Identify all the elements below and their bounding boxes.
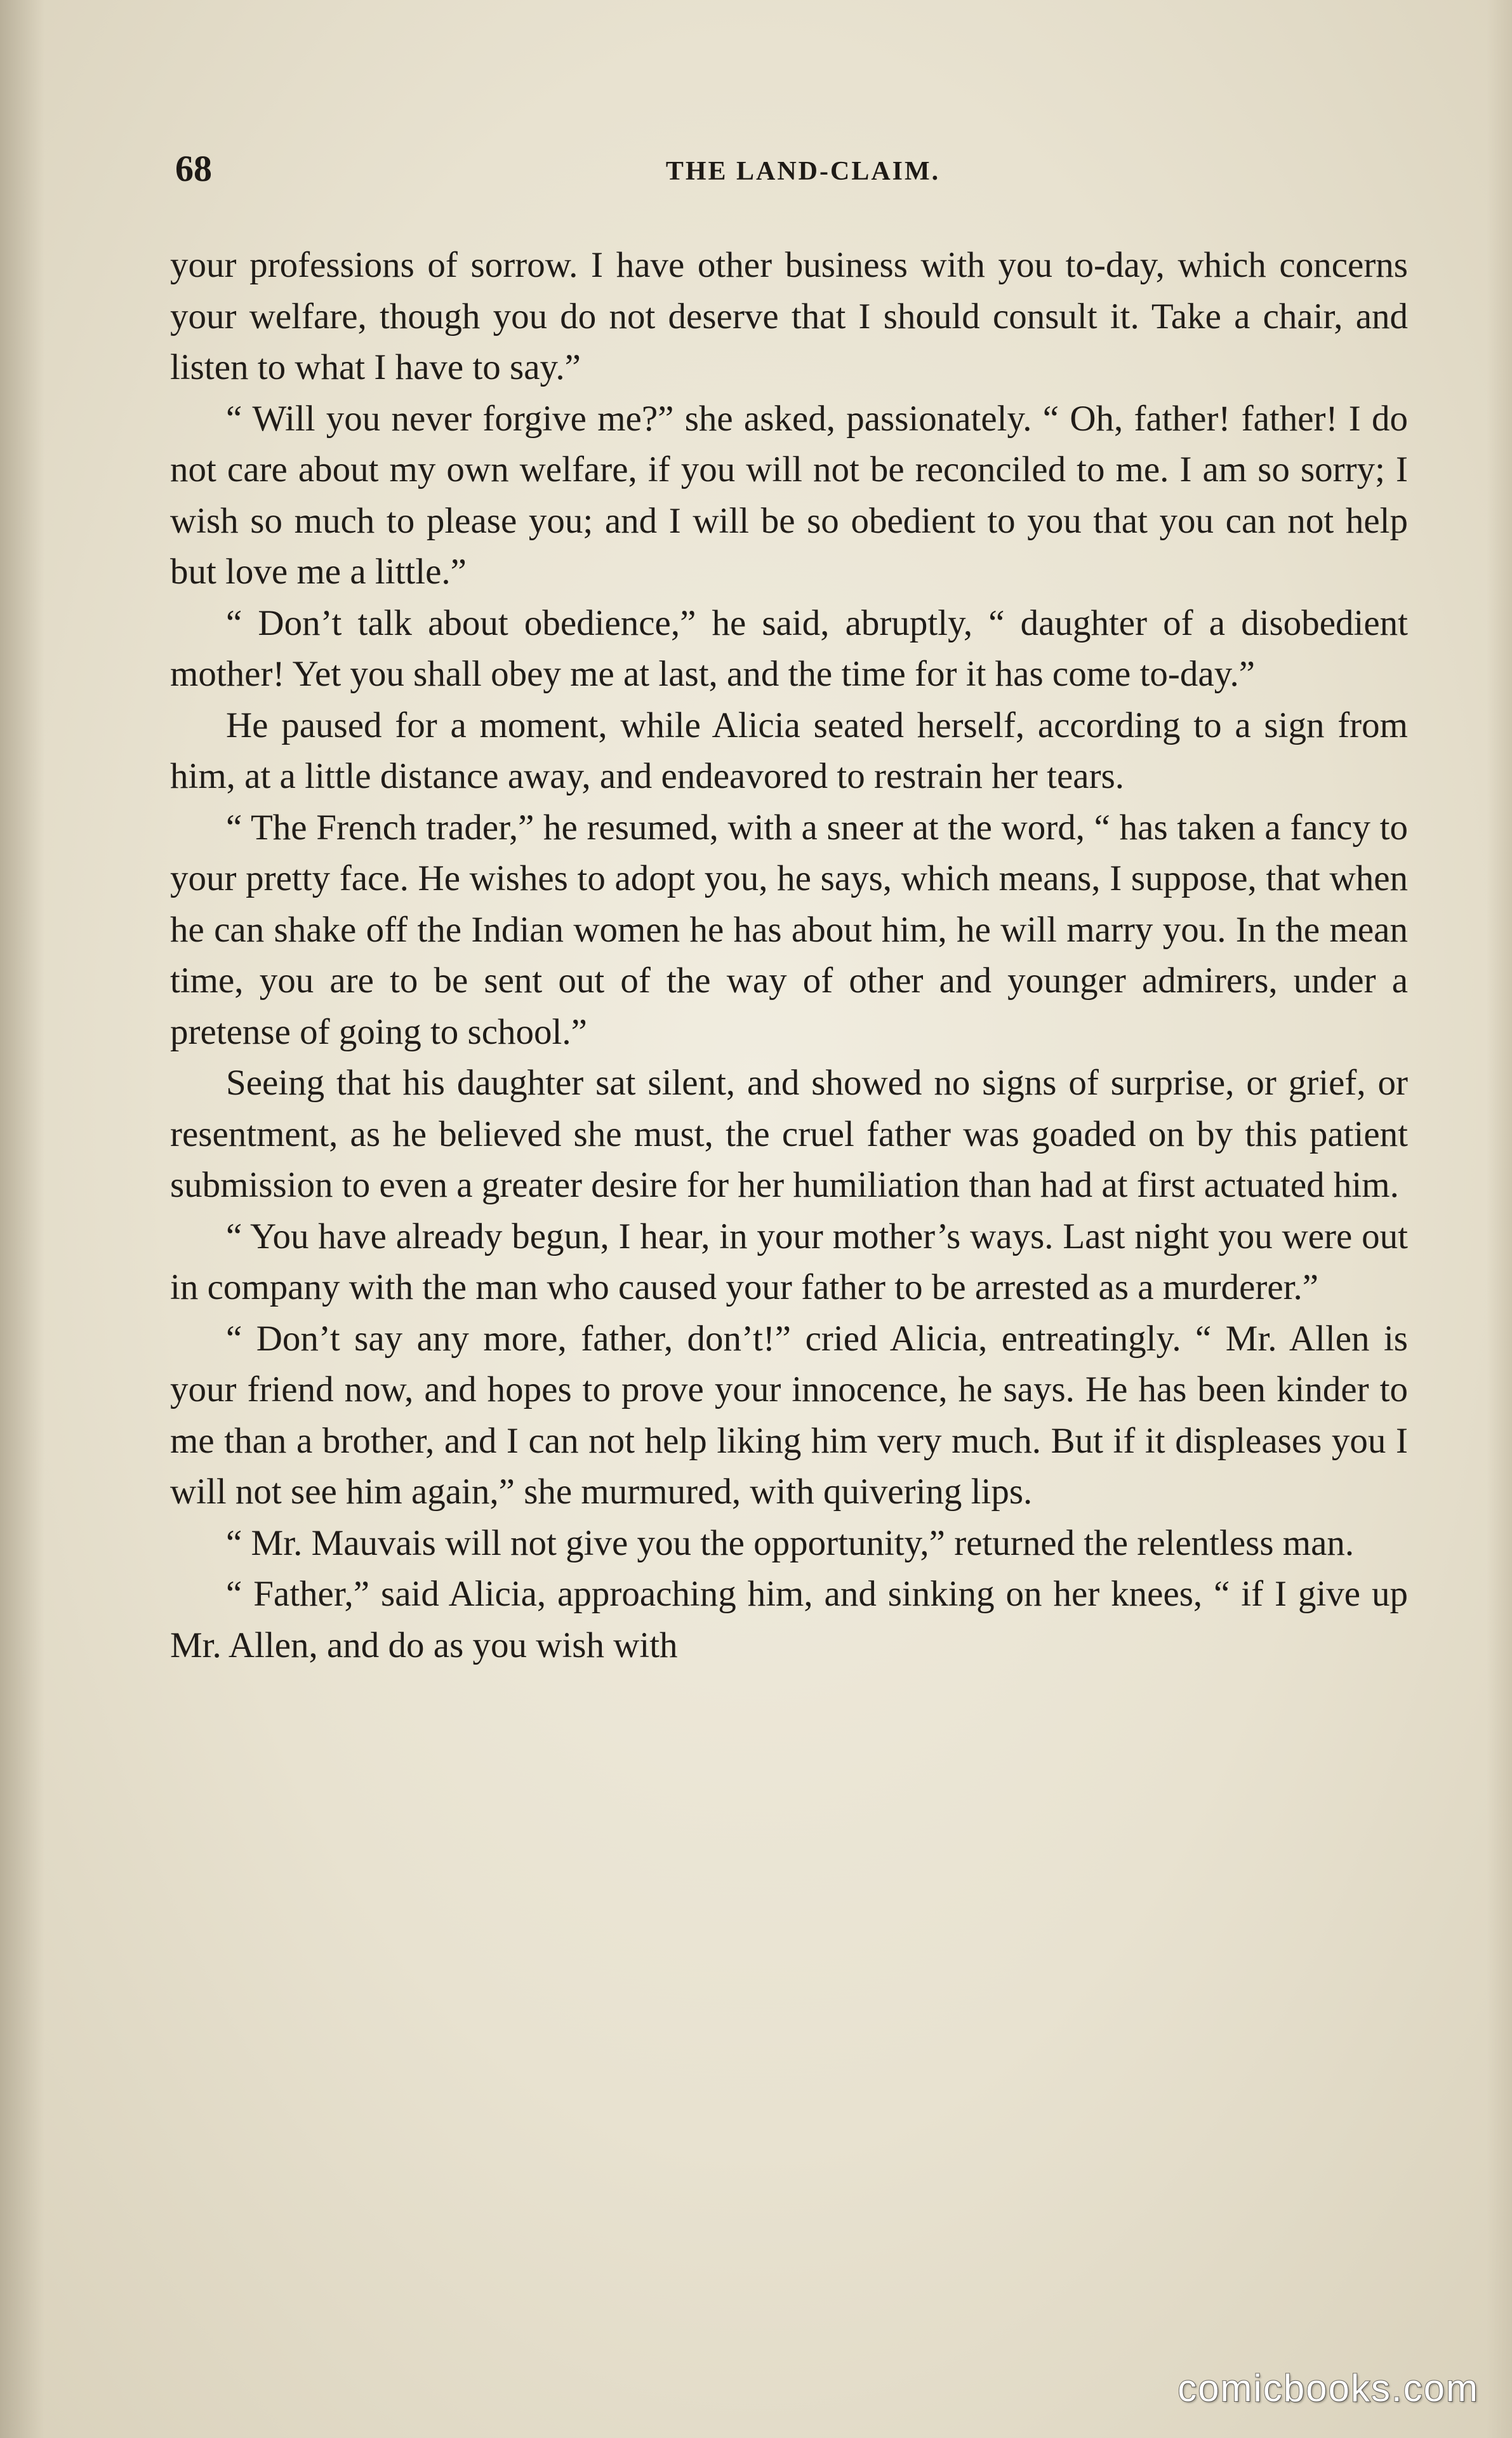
paragraph: “ The French trader,” he resumed, with a sneer at the word, “ has taken a fancy to your pretty face. He wishes to adopt you, he says, which means, I suppose, that when he can shake off the Indian women he has about him, he will marry you. In the mean time, you are to be sent out of the way of other and younger admirers, under a pretense of going to school.” <box>170 807 1408 1052</box>
page-number: 68 <box>175 148 212 189</box>
paragraph: “ Don’t say any more, father, don’t!” cried Alicia, entreatingly. “ Mr. Allen is your friend now, and hopes to prove your innocence, he says. He has been kinder to me than a brother, and I can not help liking him very much. But if it displeases you I will not see him again,” she murmured, with quivering lips. <box>170 1318 1408 1512</box>
paragraph: your professions of sorrow. I have other business with you to-day, which concerns your welfare, though you do not deserve that I should consult it. Take a chair, and listen to what I have to say.” <box>170 245 1408 387</box>
body-text <box>170 240 1408 1671</box>
paragraph: Seeing that his daughter sat silent, and showed no signs of surprise, or grief, or resentment, as he believed she must, the cruel father was goaded on by this patient submission to even a greater desire for her humiliation than had at first actuated him. <box>170 1063 1408 1205</box>
paragraph: “ You have already begun, I hear, in your mother’s ways. Last night you were out in company with the man who caused your father to be arrested as a murderer.” <box>170 1216 1408 1307</box>
running-title: THE LAND-CLAIM. <box>665 157 941 186</box>
watermark: comicbooks.com <box>1177 2367 1479 2409</box>
running-header <box>171 147 1416 198</box>
paragraph: He paused for a moment, while Alicia seated herself, according to a sign from him, at a little distance away, and endeavored to restrain her tears. <box>170 705 1408 796</box>
paragraph: “ Mr. Mauvais will not give you the opportunity,” returned the relentless man. <box>226 1522 1355 1563</box>
paragraph: “ Don’t talk about obedience,” he said, abruptly, “ daughter of a disobedient mother! Yet you shall obey me at last, and the time for it has come to-day.” <box>170 603 1408 694</box>
paragraph: “ Father,” said Alicia, approaching him, and sinking on her knees, “ if I give up Mr. Allen, and do as you wish with <box>170 1574 1408 1665</box>
paragraph: “ Will you never forgive me?” she asked, passionately. “ Oh, father! father! I do not care about my own welfare, if you will not be reconciled to me. I am so sorry; I wish so much to please you; and I will be so obedient to you that you can not help but love me a little.” <box>170 398 1408 592</box>
